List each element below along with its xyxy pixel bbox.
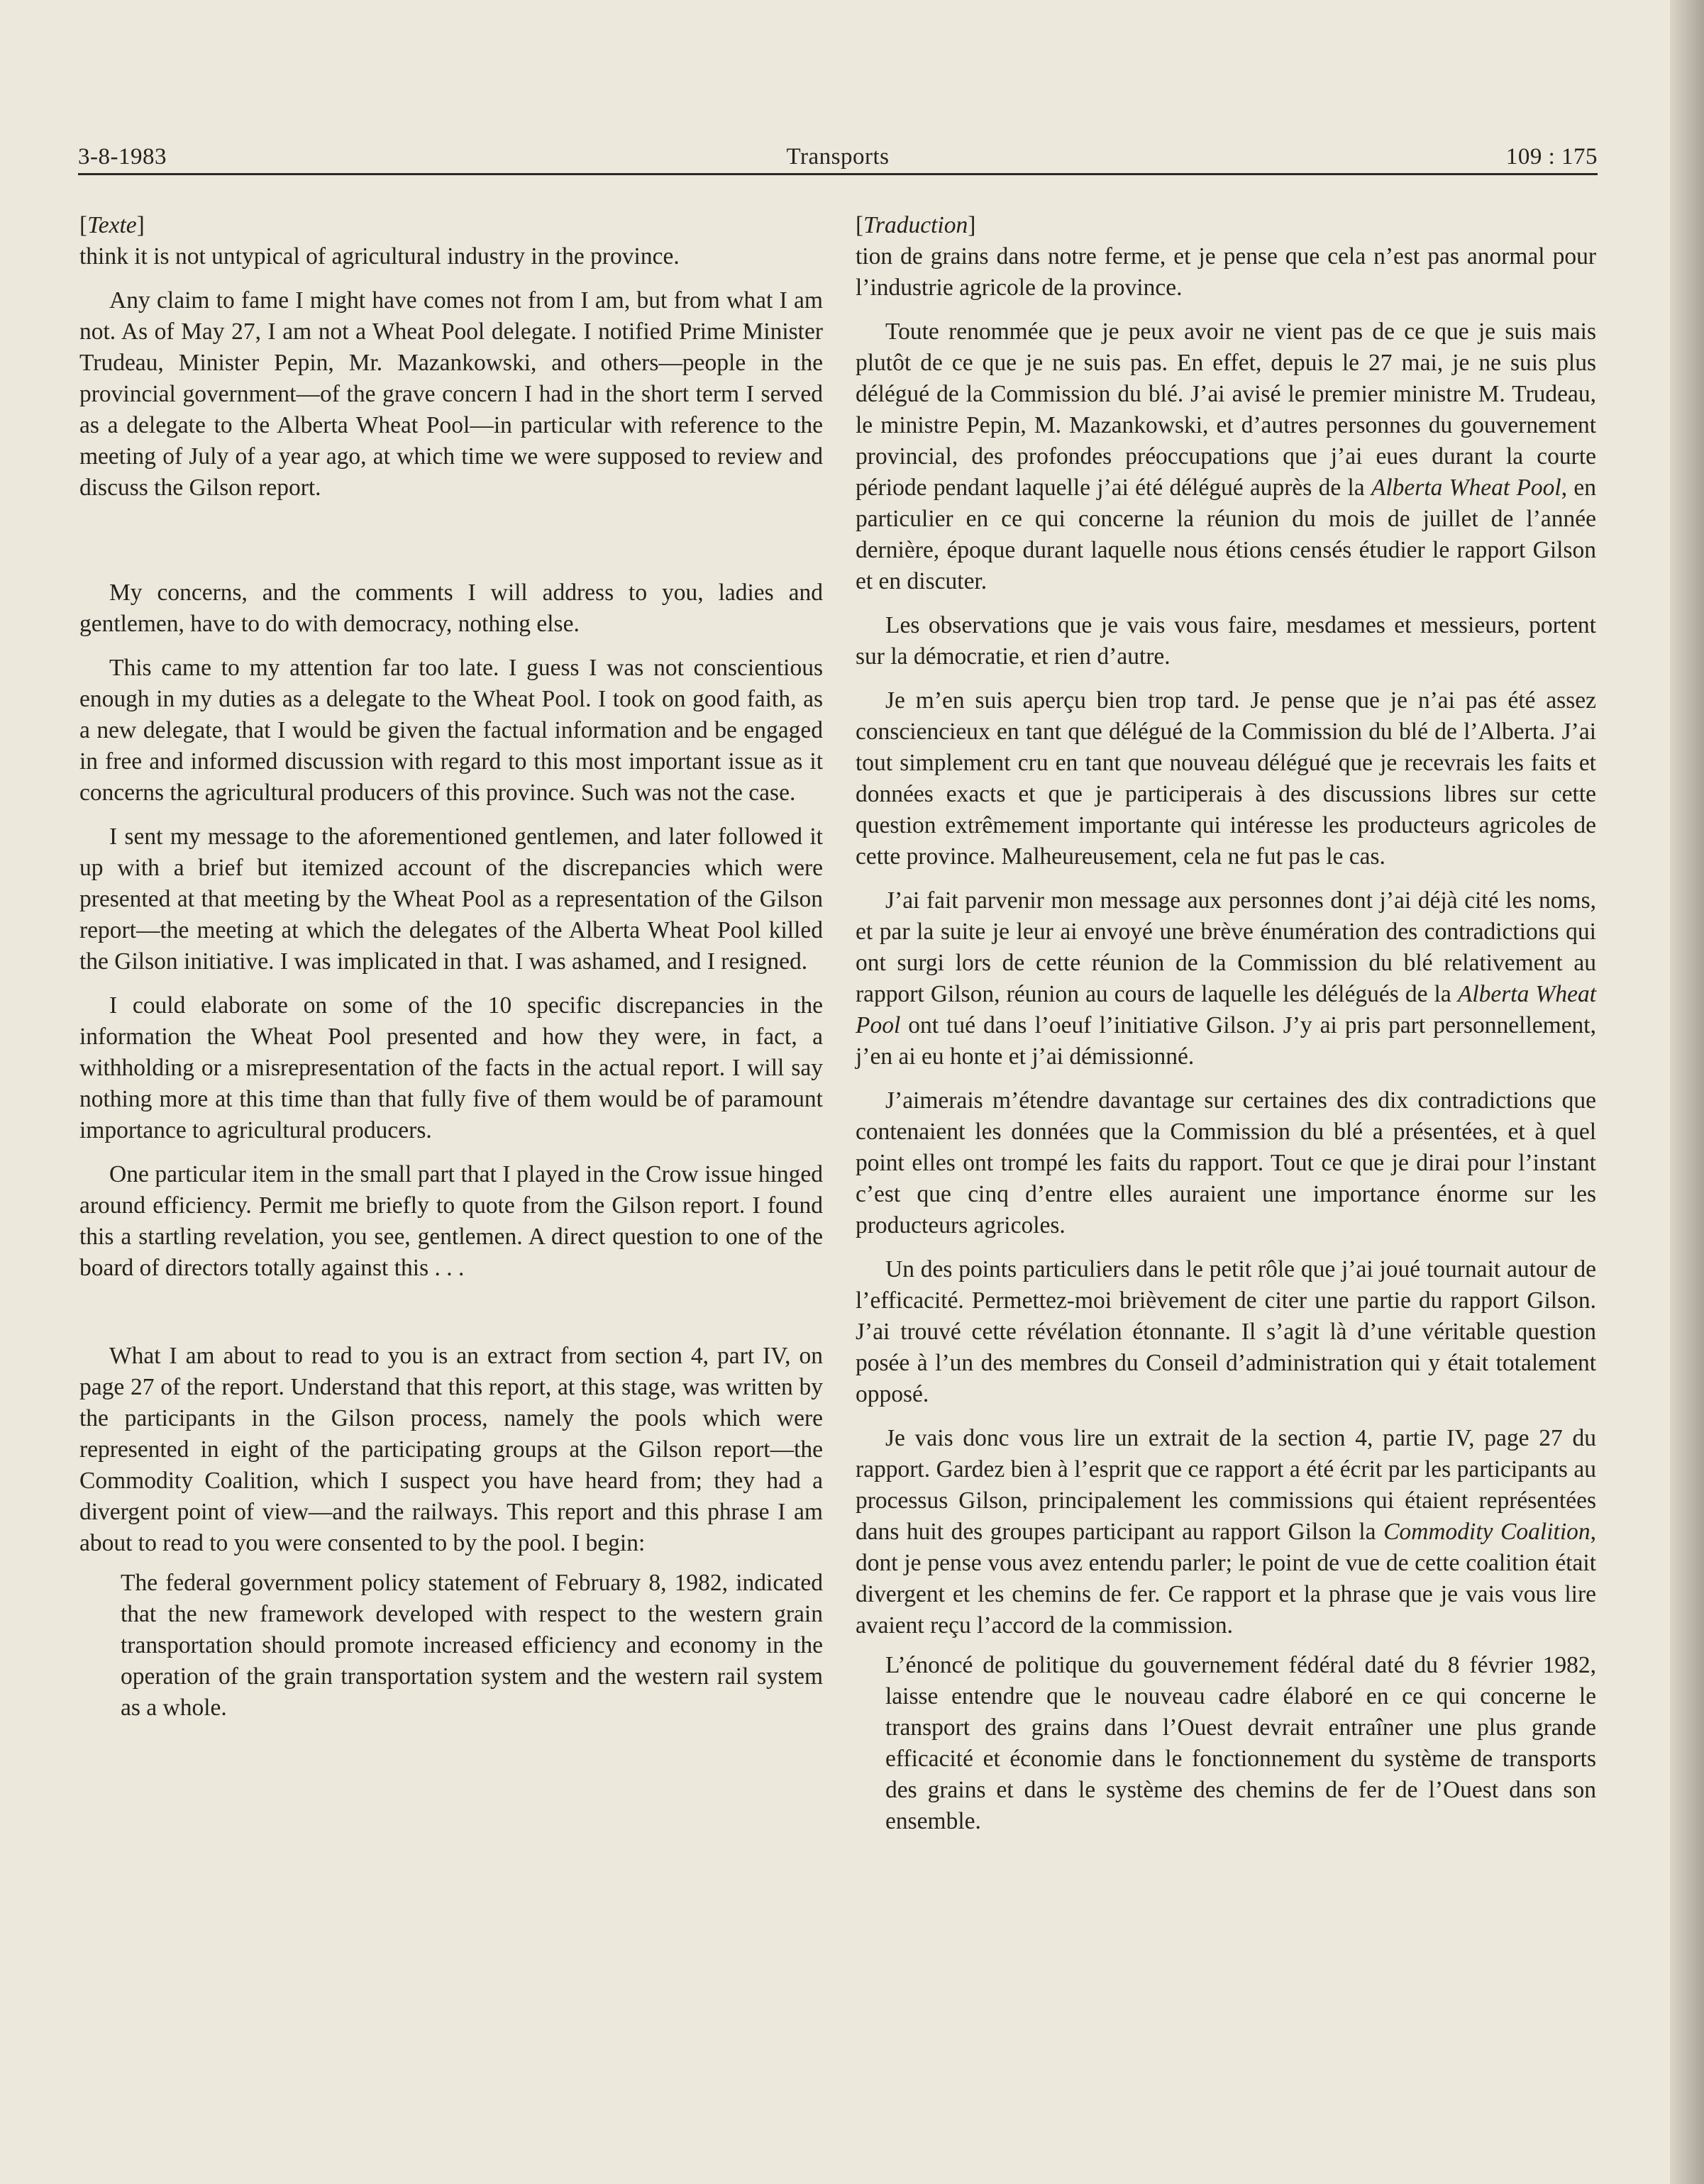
paragraph: I sent my message to the aforementioned gentlemen, and later followed it up with a brief but itemized account of the discrepancies which were presented at that meeting by the Wheat Pool as a representation of the Gilson report—the meeting at which the delegates of the Alberta Wheat Pool killed the Gilson initiative. I was implicated in that. I was ashamed, and I resigned. [79, 824, 823, 975]
paragraph: Je m’en suis aperçu bien trop tard. Je pense que je n’ai pas été assez consciencieux en tant que délégué de la Commission du blé de l’Alberta. J’ai tout simplement cru en tant que nouveau délégué que je recevrais les faits et données exacts et que je participerais à des discussions libres sur cette question extrêmement importante qui intéresse les producteurs agricoles de cette province. Malheureusement, cela ne fut pas le cas. [856, 687, 1596, 870]
french-column [856, 210, 1596, 1837]
paragraph: One particular item in the small part that I played in the Crow issue hinged around efficiency. Permit me briefly to quote from the Gilson report. I found this a startling revelation, you see, gentlemen. A direct question to one of the board of directors totally against this . . . [79, 1161, 823, 1281]
paragraph: Les observations que je vais vous faire, mesdames et messieurs, portent sur la démocratie, et rien d’autre. [856, 612, 1596, 670]
paragraph: think it is not untypical of agricultural industry in the province. [79, 243, 680, 270]
page-header [78, 139, 1598, 175]
english-column-label: [Texte] [79, 212, 145, 238]
page-binding-edge [1670, 0, 1704, 2184]
header-title: Transports [786, 144, 890, 170]
english-column [79, 210, 823, 1724]
block-quote: L’énoncé de politique du gouvernement fédéral daté du 8 février 1982, laisse entendre que le nouveau cadre élaboré en ce qui concerne le transport des grains dans l’Ouest devrait entraîner une plus grande efficacité et économie dans le fonctionnement du système de transports des grains et dans le système des chemins de fer de l’Ouest dans son ensemble. [885, 1652, 1596, 1834]
paragraph: Un des points particuliers dans le petit rôle que j’ai joué tournait autour de l’efficacité. Permettez-moi brièvement de citer une partie du rapport Gilson. J’ai trouvé cette révélation étonnante. Il s’agit là d’une véritable question posée à l’un des membres du Conseil d’administration qui y était totalement opposé. [856, 1256, 1596, 1407]
paragraph: tion de grains dans notre ferme, et je pense que cela n’est pas anormal pour l’industrie agricole de la province. [856, 243, 1596, 301]
paragraph: My concerns, and the comments I will address to you, ladies and gentlemen, have to do with democracy, nothing else. [79, 580, 823, 637]
header-date: 3-8-1983 [78, 144, 167, 170]
block-quote: The federal government policy statement of February 8, 1982, indicated that the new framework developed with respect to the western grain transportation should promote increased efficiency and economy in the operation of the grain transportation system and the western rail system as a whole. [121, 1570, 823, 1721]
paragraph: Je vais donc vous lire un extrait de la section 4, partie IV, page 27 du rapport. Gardez bien à l’esprit que ce rapport a été écrit par les participants au processus Gilson, principalement les commissions qui étaient représentées dans huit des groupes participant au rapport Gilson la Commodity Coalition, dont je pense vous avez entendu parler; le point de vue de cette coalition était divergent et les chemins de fer. Ce rapport et la phrase que je vais vous lire avaient reçu l’accord de la commission. [856, 1425, 1596, 1639]
header-page-number: 109 : 175 [1505, 144, 1598, 170]
paragraph: I could elaborate on some of the 10 specific discrepancies in the information the Wheat Pool presented and how they were, in fact, a withholding or a misrepresentation of the facts in the actual report. I will say nothing more at this time than that fully five of them would be of paramount importance to agricultural producers. [79, 992, 823, 1143]
paragraph: Toute renommée que je peux avoir ne vient pas de ce que je suis mais plutôt de ce que je ne suis pas. En effet, depuis le 27 mai, je ne suis plus délégué de la Commission du blé. J’ai avisé le premier ministre M. Trudeau, le ministre Pepin, M. Mazankowski, et d’autres personnes du gouvernement provincial, des profondes préoccupations que j’ai eues durant la courte période pendant laquelle j’ai été délégué auprès de la Alberta Wheat Pool, en particulier en ce qui concerne la réunion du mois de juillet de l’année dernière, époque durant laquelle nous étions censés étudier le rapport Gilson et en discuter. [856, 318, 1596, 594]
paragraph: What I am about to read to you is an extract from section 4, part IV, on page 27 of the report. Understand that this report, at this stage, was written by the participants in the Gilson process, namely the pools which were represented in eight of the participating groups at the Gilson report—the Commodity Coalition, which I suspect you have heard from; they had a divergent point of view—and the railways. This report and this phrase I am about to read to you were consented to by the pool. I begin: [79, 1343, 823, 1556]
paragraph: Any claim to fame I might have comes not from I am, but from what I am not. As of May 27, I am not a Wheat Pool delegate. I notified Prime Minister Trudeau, Minister Pepin, Mr. Mazankowski, and others—people in the provincial government—of the grave concern I had in the short term I served as a delegate to the Alberta Wheat Pool—in particular with reference to the meeting of July of a year ago, at which time we were supposed to review and discuss the Gilson report. [79, 287, 823, 501]
paragraph: This came to my attention far too late. I guess I was not conscientious enough in my duties as a delegate to the Wheat Pool. I took on good faith, as a new delegate, that I would be given the factual information and be engaged in free and informed discussion with regard to this most important issue as it concerns the agricultural producers of this province. Such was not the case. [79, 655, 823, 806]
french-column-label: [Traduction] [856, 212, 976, 238]
paragraph: J’ai fait parvenir mon message aux personnes dont j’ai déjà cité les noms, et par la suite je leur ai envoyé une brève énumération des contradictions qui ont surgi lors de cette réunion de la Commission du blé relativement au rapport Gilson, réunion au cours de laquelle les délégués de la Alberta Wheat Pool ont tué dans l’oeuf l’initiative Gilson. J’y ai pris part personnellement, j’en ai eu honte et j’ai démissionné. [856, 887, 1597, 1070]
paragraph: J’aimerais m’étendre davantage sur certaines des dix contradictions que contenaient les données que la Commission du blé a présentées, et à quel point elles ont trompé les faits du rapport. Tout ce que je dirai pour l’instant c’est que cinq d’entre elles auraient une importance énorme sur les producteurs agricoles. [856, 1087, 1596, 1238]
